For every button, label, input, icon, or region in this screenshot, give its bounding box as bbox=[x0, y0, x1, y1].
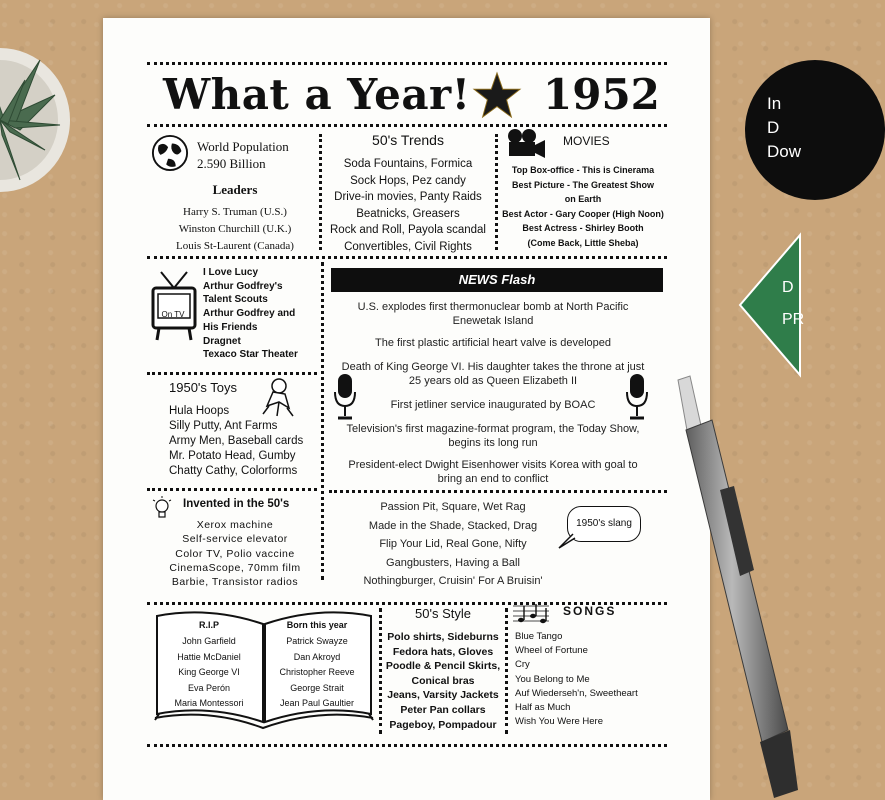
news-item: Death of King George VI. His daughter takes the throne at just 25 years old as Queen Elizabeth II bbox=[341, 361, 645, 387]
list-item: Poodle & Pencil Skirts, bbox=[385, 660, 501, 673]
list-item: Polo shirts, Sideburns bbox=[387, 631, 499, 643]
news-item: First jetliner service inaugurated by BOAC bbox=[390, 399, 596, 411]
list-item: Jean Paul Gaultier bbox=[279, 698, 355, 708]
divider bbox=[147, 256, 667, 259]
list-item: Dragnet bbox=[203, 335, 241, 347]
list-item: Louis St-Laurent (Canada) bbox=[176, 240, 294, 252]
badge-line: D bbox=[782, 279, 794, 296]
list-item: Talent Scouts bbox=[203, 294, 268, 306]
list-item: Eva Perón bbox=[187, 682, 231, 693]
born-heading: Born this year bbox=[286, 620, 348, 630]
list-item: Gangbusters, Having a Ball bbox=[386, 556, 520, 569]
list-item: Wish You Were Here bbox=[515, 716, 604, 728]
list-item: Made in the Shade, Stacked, Drag bbox=[368, 519, 538, 532]
divider bbox=[147, 62, 667, 65]
instant-download-badge bbox=[745, 60, 885, 200]
news-item: U.S. explodes first thermonuclear bomb at North Pacific Enewetak Island bbox=[357, 301, 629, 327]
rip-heading: R.I.P bbox=[198, 620, 219, 630]
divider bbox=[319, 134, 322, 250]
badge-line: In bbox=[767, 94, 782, 113]
star-icon bbox=[473, 72, 521, 118]
list-item: Pageboy, Pompadour bbox=[389, 718, 497, 731]
list-item: I Love Lucy bbox=[203, 267, 259, 278]
tv-screen-label: On TV bbox=[161, 310, 185, 319]
list-item: Mr. Potato Head, Gumby bbox=[169, 450, 296, 462]
list-item: Maria Montessori bbox=[174, 698, 244, 708]
news-item: Television's first magazine-format program, the Today Show, begins its long run bbox=[346, 423, 640, 449]
list-item: Patrick Swayze bbox=[286, 636, 348, 646]
succulent-plant-image bbox=[0, 40, 70, 190]
list-item: You Belong to Me bbox=[515, 673, 590, 685]
divider bbox=[147, 124, 667, 127]
list-item: Self-service elevator bbox=[182, 533, 288, 546]
list-item: Sock Hops, Pez candy bbox=[350, 174, 466, 187]
movie-camera-icon bbox=[505, 128, 547, 160]
divider bbox=[495, 134, 498, 250]
printable-badge-text bbox=[782, 272, 805, 336]
list-item: Arthur Godfrey's bbox=[203, 280, 283, 292]
tv-list bbox=[203, 266, 298, 362]
television-icon bbox=[151, 270, 197, 342]
microphone-icon bbox=[333, 372, 357, 422]
badge-line: Dow bbox=[767, 142, 802, 161]
toys-heading: 1950's Toys bbox=[169, 380, 238, 395]
list-item: Christopher Reeve bbox=[279, 667, 355, 677]
list-item: Arthur Godfrey and bbox=[203, 308, 296, 320]
list-item: Army Men, Baseball cards bbox=[169, 435, 304, 447]
songs-list bbox=[515, 630, 638, 729]
invented-list bbox=[153, 518, 317, 589]
songs-heading: SONGS bbox=[563, 604, 617, 618]
leaders-list bbox=[153, 204, 317, 255]
pen-image bbox=[650, 370, 800, 800]
list-item: Rock and Roll, Payola scandal bbox=[330, 224, 486, 236]
page-title: What a Year! bbox=[163, 70, 471, 119]
list-item: Passion Pit, Square, Wet Rag bbox=[380, 501, 526, 513]
leaders-heading: Leaders bbox=[212, 182, 258, 197]
list-item: (Come Back, Little Sheba) bbox=[527, 237, 639, 248]
speech-bubble-tail bbox=[557, 534, 577, 550]
list-item: on Earth bbox=[564, 194, 602, 204]
list-item: Hattie McDaniel bbox=[177, 651, 241, 662]
list-item: Blue Tango bbox=[515, 631, 563, 642]
divider bbox=[147, 488, 317, 491]
list-item: Best Actress - Shirley Booth bbox=[522, 223, 644, 233]
list-item: Best Picture - The Greatest Show bbox=[511, 179, 655, 190]
list-item: Top Box-office - This is Cinerama bbox=[511, 165, 655, 175]
divider bbox=[379, 608, 382, 734]
list-item: King George VI bbox=[178, 667, 240, 677]
list-item: His Friends bbox=[203, 321, 258, 333]
news-item: President-elect Dwight Eisenhower visits Korea with goal to bring an end to conflict bbox=[348, 459, 638, 485]
movies-list bbox=[499, 163, 667, 250]
list-item: Jeans, Varsity Jackets bbox=[387, 689, 499, 702]
style-heading: 50's Style bbox=[415, 606, 471, 621]
list-item: Barbie, Transistor radios bbox=[171, 576, 299, 589]
news-item: The first plastic artificial heart valve is developed bbox=[375, 337, 611, 349]
globe-icon bbox=[151, 134, 189, 172]
list-item: Half as Much bbox=[515, 702, 571, 714]
slang-list bbox=[335, 498, 571, 591]
list-item: Cry bbox=[515, 659, 530, 671]
list-item: Silly Putty, Ant Farms bbox=[169, 420, 278, 432]
news-flash-heading: NEWS Flash bbox=[331, 268, 663, 292]
list-item: Wheel of Fortune bbox=[515, 645, 588, 657]
list-item: Best Actor - Gary Cooper (High Noon) bbox=[502, 208, 664, 219]
music-notes-icon bbox=[513, 602, 549, 626]
list-item: Harry S. Truman (U.S.) bbox=[183, 206, 287, 218]
toys-list bbox=[169, 404, 303, 479]
born-list bbox=[265, 634, 369, 712]
list-item: Color TV, Polio vaccine bbox=[175, 547, 295, 560]
divider bbox=[321, 262, 324, 580]
population-label: World Population bbox=[197, 139, 289, 154]
list-item: Auf Wiederseh'n, Sweetheart bbox=[515, 687, 638, 699]
badge-line: PR bbox=[782, 311, 805, 328]
list-item: Convertibles, Civil Rights bbox=[344, 240, 472, 253]
list-item: Peter Pan collars bbox=[400, 703, 486, 716]
movies-heading: MOVIES bbox=[563, 134, 610, 148]
list-item: John Garfield bbox=[182, 636, 236, 646]
list-item: Dan Akroyd bbox=[293, 651, 341, 662]
badge-line: D bbox=[767, 118, 780, 137]
microphone-icon bbox=[625, 372, 649, 422]
newsletter-page bbox=[103, 18, 710, 800]
list-item: Chatty Cathy, Colorforms bbox=[169, 465, 298, 477]
list-item: Drive-in movies, Panty Raids bbox=[334, 191, 482, 203]
list-item: Nothingburger, Cruisin' For A Bruisin' bbox=[363, 575, 543, 587]
style-list bbox=[383, 630, 503, 732]
list-item: Hula Hoops bbox=[169, 405, 230, 417]
list-item: Xerox machine bbox=[196, 519, 274, 531]
divider bbox=[329, 490, 667, 493]
population-value: 2.590 Billion bbox=[197, 156, 266, 171]
list-item: Conical bras bbox=[411, 674, 475, 687]
divider bbox=[147, 744, 667, 747]
list-item: Soda Fountains, Formica bbox=[343, 158, 473, 170]
divider bbox=[505, 608, 508, 734]
year-title: 1952 bbox=[543, 70, 660, 119]
list-item: Fedora hats, Gloves bbox=[392, 645, 494, 658]
list-item: George Strait bbox=[290, 682, 344, 693]
list-item: Flip Your Lid, Real Gone, Nifty bbox=[379, 538, 527, 550]
list-item: CinemaScope, 70mm film bbox=[169, 561, 301, 574]
list-item: Beatnicks, Greasers bbox=[356, 207, 460, 220]
list-item: Texaco Star Theater bbox=[203, 349, 298, 361]
divider bbox=[147, 372, 317, 375]
rip-list bbox=[161, 634, 257, 712]
slang-speech-bubble: 1950's slang bbox=[567, 506, 641, 542]
trends-list bbox=[325, 156, 491, 255]
trends-heading: 50's Trends bbox=[372, 132, 444, 148]
list-item: Winston Churchill (U.K.) bbox=[178, 223, 292, 235]
world-population bbox=[197, 138, 289, 172]
invented-heading: Invented in the 50's bbox=[183, 498, 290, 510]
